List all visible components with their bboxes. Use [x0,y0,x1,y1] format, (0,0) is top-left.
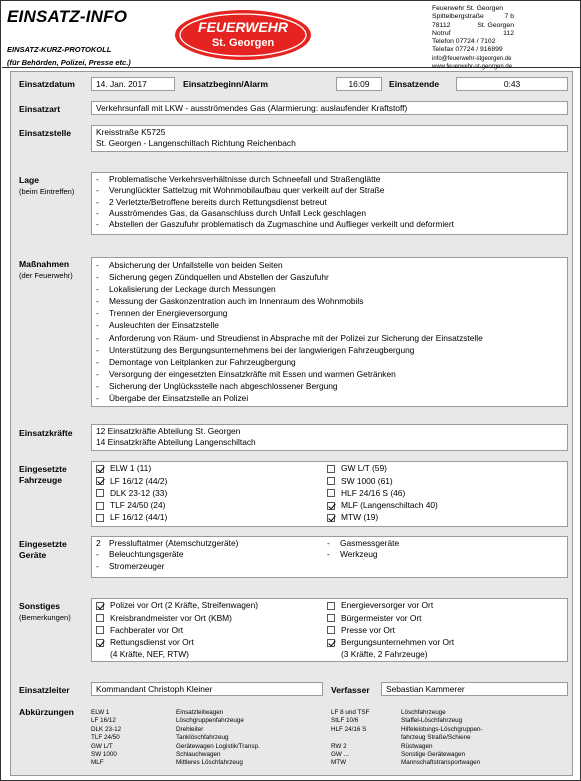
remark-checkbox[interactable] [96,626,104,634]
geraete-label [19,539,67,561]
einsatzstelle-field[interactable] [91,125,568,152]
kraefte-line: 12 Einsatzkräfte Abteilung St. Georgen [96,426,241,436]
fahrzeuge-field [91,461,568,527]
page-title: EINSATZ-INFO [7,7,128,26]
remark-checkbox-row[interactable]: Presse vor Ort [327,624,562,636]
address-street: Spittelbergstraße [432,13,484,21]
abkuerzungen-label: Abkürzungen [19,707,74,717]
fahrzeuge-title-1: Eingesetzte [19,464,67,474]
sonstiges-title: Sonstiges [19,601,61,611]
remark-note: (4 Kräfte, NEF, RTW) [110,649,189,660]
list-item: - Unterstützung des Bergungsunternehmens bei der langwierigen Fahrzeugbergung [96,344,415,355]
einsatzdatum-field[interactable]: 14. Jan. 2017 [91,77,175,91]
fahrzeuge-label [19,464,67,486]
vehicle-checkbox[interactable] [96,502,104,510]
audience-subtitle: (für Behörden, Polizei, Presse etc.) [7,58,131,67]
vehicle-checkbox-row[interactable]: LF 16/12 (44/1) [96,512,321,524]
logo-line-1: FEUERWEHR [198,19,288,35]
address-block [432,5,514,71]
fahrzeuge-left-column [96,463,321,524]
list-item: - Versorgung der eingesetzten Einsatzkräfte mit Essen und warmen Getränken [96,368,396,379]
sonstiges-right-column [327,600,562,661]
fire-department-logo [174,9,312,61]
geraete-right-column [327,538,562,561]
verfasser-field[interactable]: Sebastian Kammerer [381,682,568,696]
geraete-title-2: Geräte [19,550,47,560]
vehicle-checkbox[interactable] [96,477,104,485]
notruf-number: 112 [503,29,514,37]
address-zip: 78112 [432,21,451,29]
vehicle-checkbox-row[interactable]: LF 16/12 (44/2) [96,475,321,487]
list-item: - Anforderung von Räum- und Streudienst in Absprache mit der Polizei zur Sicherung der Einsatzstelle [96,332,483,343]
list-item: - Problematische Verkehrsverhältnisse durch Schneefall und Straßenglätte [96,174,381,184]
einsatzart-field[interactable]: Verkehrsunfall mit LKW - ausströmendes Gas (Alarmierung: auslaufender Kraftstoff) [91,101,568,115]
form-body [10,71,573,776]
header [2,2,581,71]
remark-checkbox-row[interactable]: Fachberater vor Ort [96,624,321,636]
list-item: - Stromerzeuger [96,560,165,571]
list-item: - Lokalisierung der Leckage durch Messungen [96,284,276,295]
lage-field[interactable] [91,172,568,235]
remark-checkbox[interactable] [96,639,104,647]
list-item: - Ausleuchten der Einsatzstelle [96,320,219,331]
address-name: Feuerwehr St. Georgen [432,5,504,12]
remark-checkbox[interactable] [327,602,335,610]
remark-checkbox[interactable] [327,614,335,622]
vehicle-checkbox-row[interactable]: ELW 1 (11) [96,463,321,475]
sonstiges-label [19,601,71,623]
remark-checkbox-row[interactable]: Polizei vor Ort (2 Kräfte, Streifenwagen) [96,600,321,612]
massnahmen-title: Maßnahmen [19,259,70,269]
address-web: www.feuerwehr-st-georgen.de [432,64,513,71]
lage-label [19,175,74,197]
address-street-no: 7 b [504,13,514,21]
abbr-left-codes: ELW 1 LF 16/12 DLK 23-12 TLF 24/50 GW L/T SW 1000 MLF [91,709,122,767]
remark-checkbox-row[interactable]: Energieversorger vor Ort [327,600,562,612]
list-item: - Sicherung der Unglücksstelle nach abgeschlossener Bergung [96,380,338,391]
geraete-field[interactable] [91,536,568,578]
notruf-label: Notruf [432,29,451,37]
list-item: 2 Pressluftatmer (Atemschutzgeräte) [96,538,239,548]
vehicle-checkbox-row[interactable]: HLF 24/16 S (46) [327,487,562,499]
vehicle-checkbox-row[interactable]: MLF (Langenschiltach 40) [327,500,562,512]
list-item: - Beleuchtungsgeräte [96,549,184,560]
vehicle-checkbox[interactable] [96,489,104,497]
vehicle-checkbox-row[interactable]: DLK 23-12 (33) [96,487,321,499]
list-item: - Ausströmendes Gas, da Gasanschluss durch Unfall Leck geschlagen [96,207,366,218]
list-item: - Abstellen der Gaszufuhr problematisch da Zugmaschine und Auflieger verkeilt und deformiert [96,219,454,230]
vehicle-checkbox-row[interactable]: MTW (19) [327,512,562,524]
ende-label: Einsatzende [389,79,440,89]
geraete-left-column [96,538,321,572]
beginn-field[interactable]: 16:09 [336,77,382,91]
kraefte-line: 14 Einsatzkräfte Abteilung Langenschiltach [96,437,256,448]
list-item: - Demontage von Leitplanken zur Fahrzeugbergung [96,356,296,367]
remark-checkbox-row[interactable]: Rettungsdienst vor Ort [96,637,321,649]
address-city: St. Georgen [477,21,514,29]
abbr-right-codes: LF 8 und TSF StLF 10/6 HLF 24/16 S RW 2 GW ... MTW [331,709,370,767]
einsatzstelle-line: Kreisstraße K5725 [96,127,166,137]
einsatzstelle-line: St. Georgen - Langenschiltach Richtung Reichenbach [96,138,296,149]
vehicle-checkbox-row[interactable]: SW 1000 (61) [327,475,562,487]
einsatzstelle-label: Einsatzstelle [19,128,72,138]
beginn-label: Einsatzbeginn/Alarm [183,79,268,89]
sonstiges-field [91,598,568,662]
list-item: - Trennen der Energieversorgung [96,308,228,319]
leiter-label: Einsatzleiter [19,685,70,695]
list-item: - Übergabe der Einsatzstelle an Polizei [96,393,249,404]
fahrzeuge-title-2: Fahrzeuge [19,475,62,485]
massnahmen-field[interactable] [91,257,568,407]
massnahmen-label [19,259,73,281]
geraete-title-1: Eingesetzte [19,539,67,549]
list-item: - 2 Verletzte/Betroffene bereits durch Rettungsdienst betreut [96,196,327,207]
einsatzdatum-label: Einsatzdatum [19,79,75,89]
list-item: - Sicherung gegen Zündquellen und Abstellen der Gaszufuhr [96,272,329,283]
list-item: - Verunglückter Sattelzug mit Wohnmobilaufbau quer verkeilt auf der Straße [96,185,385,196]
address-email: info@feuerwehr-stgeorgen.de [432,55,512,62]
vehicle-checkbox[interactable] [327,514,335,522]
vehicle-checkbox-row[interactable]: TLF 24/50 (24) [96,500,321,512]
remark-checkbox[interactable] [327,626,335,634]
sonstiges-left-column [96,600,321,661]
protocol-subtitle: EINSATZ-KURZ-PROTOKOLL [7,45,112,54]
vehicle-checkbox-row[interactable]: GW L/T (59) [327,463,562,475]
list-item: - Werkzeug [327,549,378,560]
vehicle-checkbox[interactable] [327,465,335,473]
abbr-left-meanings: Einsatzleitwagen Löschgruppenfahrzeuge Drehleiter Tanklöschfahrzeug Gerätewagen Logistik/Transp. Schlauchwagen Mittleres Löschfahrzeug [176,709,260,767]
list-item: - Absicherung der Unfallstelle von beiden Seiten [96,260,283,270]
vehicle-checkbox[interactable] [96,465,104,473]
remark-checkbox[interactable] [327,639,335,647]
kraefte-label: Einsatzkräfte [19,428,73,438]
address-telefon: Telefon 07724 / 7102 [432,38,496,46]
kraefte-field[interactable] [91,424,568,451]
vehicle-checkbox[interactable] [327,489,335,497]
lage-title: Lage [19,175,40,185]
einsatzart-label: Einsatzart [19,104,61,114]
remark-checkbox-row[interactable]: Bürgermeister vor Ort [327,612,562,624]
remark-checkbox[interactable] [96,614,104,622]
list-item: - Gasmessgeräte [327,538,400,548]
sonstiges-subtitle: (Bemerkungen) [19,613,71,622]
massnahmen-subtitle: (der Feuerwehr) [19,271,73,280]
vehicle-checkbox[interactable] [327,502,335,510]
remark-checkbox-row[interactable]: Kreisbrandmeister vor Ort (KBM) [96,612,321,624]
vehicle-checkbox[interactable] [327,477,335,485]
leiter-field[interactable]: Kommandant Christoph Kleiner [91,682,323,696]
fahrzeuge-right-column [327,463,562,524]
address-telefax: Telefax 07724 / 916899 [432,46,503,54]
ende-field[interactable]: 0:43 [456,77,568,91]
lage-subtitle: (beim Eintreffen) [19,187,75,196]
verfasser-label: Verfasser [331,685,370,695]
list-item: - Messung der Gaskonzentration auch im Innenraum des Wohnmobils [96,296,364,307]
logo-line-2: St. Georgen [211,37,275,49]
remark-checkbox-row[interactable]: Bergungsunternehmen vor Ort [327,637,562,649]
vehicle-checkbox[interactable] [96,514,104,522]
abbr-right-meanings: Löschfahrzeuge Staffel-Löschfahrzeug Hilfeleistungs-Löschgruppen- fahrzeug Straße/Schiene Rüstwagen Sonstige Gerätewagen Mannschaftstransportwagen [401,709,483,767]
remark-note: (3 Kräfte, 2 Fahrzeuge) [341,649,428,660]
remark-checkbox[interactable] [96,602,104,610]
